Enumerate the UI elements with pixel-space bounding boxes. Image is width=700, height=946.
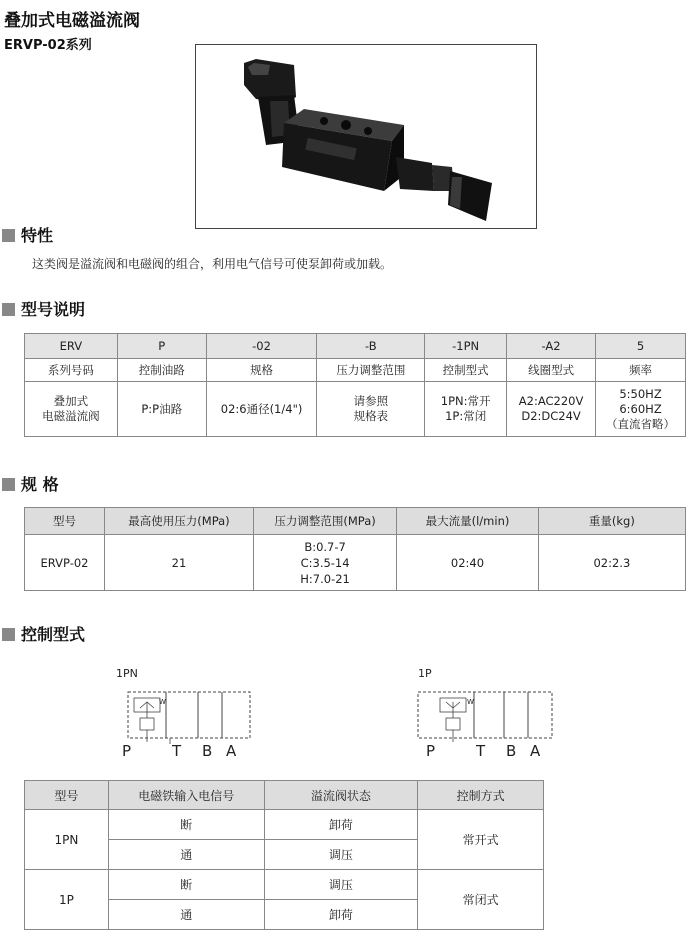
port-label-t: T [172, 742, 182, 760]
code-cell: P [117, 334, 206, 359]
column-header: 压力调整范围(MPa) [253, 508, 396, 535]
diagram-label: 1PN [116, 667, 138, 680]
value-cell [206, 382, 317, 437]
column-header: 重量(kg) [538, 508, 685, 535]
range-line: C:3.5-14 [300, 555, 350, 570]
table-row [25, 382, 686, 437]
code-cell: -1PN [425, 334, 507, 359]
column-header: 溢流阀状态 [264, 781, 418, 810]
table-row [25, 810, 544, 840]
section-marker [2, 478, 15, 491]
state-cell: 卸荷 [264, 900, 418, 930]
hydraulic-symbol-1pn [110, 664, 260, 764]
name-cell: 规格 [206, 359, 317, 382]
coil-label: W [159, 698, 166, 706]
table-row [25, 535, 686, 591]
table-row [25, 870, 544, 900]
diagram-label: 1P [418, 667, 432, 680]
section-control-heading: 控制型式 [2, 622, 85, 645]
value-line: 5:50HZ [619, 386, 662, 401]
control-table [24, 780, 544, 930]
code-cell: ERV [25, 334, 118, 359]
model-cell: ERVP-02 [25, 535, 105, 591]
column-header: 电磁铁输入电信号 [108, 781, 264, 810]
section-marker [2, 628, 15, 641]
value-line: （直流省略） [606, 416, 676, 431]
range-line: H:7.0-21 [300, 571, 350, 586]
value-line: 电磁溢流阀 [42, 409, 100, 423]
port-label-p: P [122, 742, 132, 760]
value-line: A2:AC220V [518, 394, 584, 408]
signal-cell: 断 [108, 810, 264, 840]
value-line: 02:6通径(1/4") [220, 401, 303, 416]
code-cell: -A2 [507, 334, 596, 359]
name-cell: 系列号码 [25, 359, 118, 382]
value-line: P:P油路 [141, 401, 183, 416]
page-title: 叠加式电磁溢流阀 [4, 11, 140, 31]
port-label-a: A [530, 742, 541, 760]
name-cell: 控制油路 [117, 359, 206, 382]
value-line: 1PN:常开 [440, 394, 491, 408]
state-cell: 卸荷 [264, 810, 418, 840]
name-cell: 频率 [596, 359, 686, 382]
column-header: 型号 [25, 781, 109, 810]
port-label-b: B [202, 742, 213, 760]
signal-cell: 通 [108, 900, 264, 930]
name-cell: 控制型式 [425, 359, 507, 382]
table-header-row [25, 508, 686, 535]
column-header: 最高使用压力(MPa) [105, 508, 254, 535]
value-cell [425, 382, 507, 437]
weight-cell: 02:2.3 [538, 535, 685, 591]
value-line: 叠加式 [53, 394, 89, 408]
code-cell: 5 [596, 334, 686, 359]
name-cell: 压力调整范围 [317, 359, 425, 382]
coil-label: W [467, 698, 474, 706]
signal-cell: 断 [108, 870, 264, 900]
value-cell [317, 382, 425, 437]
column-header: 型号 [25, 508, 105, 535]
product-photo [195, 44, 537, 229]
port-label-t: T [476, 742, 486, 760]
value-line: 规格表 [353, 409, 389, 423]
value-cell [117, 382, 206, 437]
value-cell [596, 382, 686, 437]
port-label-p: P [426, 742, 436, 760]
value-line: 6:60HZ [619, 401, 662, 416]
hydraulic-symbol-1p [412, 664, 562, 764]
range-line: B:0.7-7 [304, 539, 346, 554]
max-pressure-cell: 21 [105, 535, 254, 591]
model-cell: 1P [25, 870, 109, 930]
value-cell [25, 382, 118, 437]
table-row [25, 334, 686, 359]
model-cell: 1PN [25, 810, 109, 870]
model-code-table [24, 333, 686, 437]
mode-cell: 常闭式 [418, 870, 544, 930]
code-cell: -B [317, 334, 425, 359]
table-row [25, 359, 686, 382]
value-line: 1P:常闭 [445, 409, 487, 423]
max-flow-cell: 02:40 [397, 535, 539, 591]
state-cell: 调压 [264, 870, 418, 900]
column-header: 控制方式 [418, 781, 544, 810]
section-model-heading: 型号说明 [2, 297, 85, 320]
state-cell: 调压 [264, 840, 418, 870]
features-text: 这类阀是溢流阀和电磁阀的组合，利用电气信号可使泵卸荷或加载。 [32, 257, 393, 271]
pressure-range-cell [253, 535, 396, 591]
name-cell: 线圈型式 [507, 359, 596, 382]
section-features-heading: 特性 [2, 223, 53, 246]
section-marker [2, 229, 15, 242]
signal-cell: 通 [108, 840, 264, 870]
port-label-a: A [226, 742, 237, 760]
section-marker [2, 303, 15, 316]
mode-cell: 常开式 [418, 810, 544, 870]
code-cell: -02 [206, 334, 317, 359]
column-header: 最大流量(l/min) [397, 508, 539, 535]
port-label-b: B [506, 742, 517, 760]
value-line: D2:DC24V [521, 409, 581, 423]
value-line: 请参照 [353, 394, 389, 408]
section-specs-heading: 规 格 [2, 472, 59, 495]
value-cell [507, 382, 596, 437]
series-subtitle: ERVP-02系列 [4, 38, 92, 53]
spec-table [24, 507, 686, 591]
table-header-row [25, 781, 544, 810]
